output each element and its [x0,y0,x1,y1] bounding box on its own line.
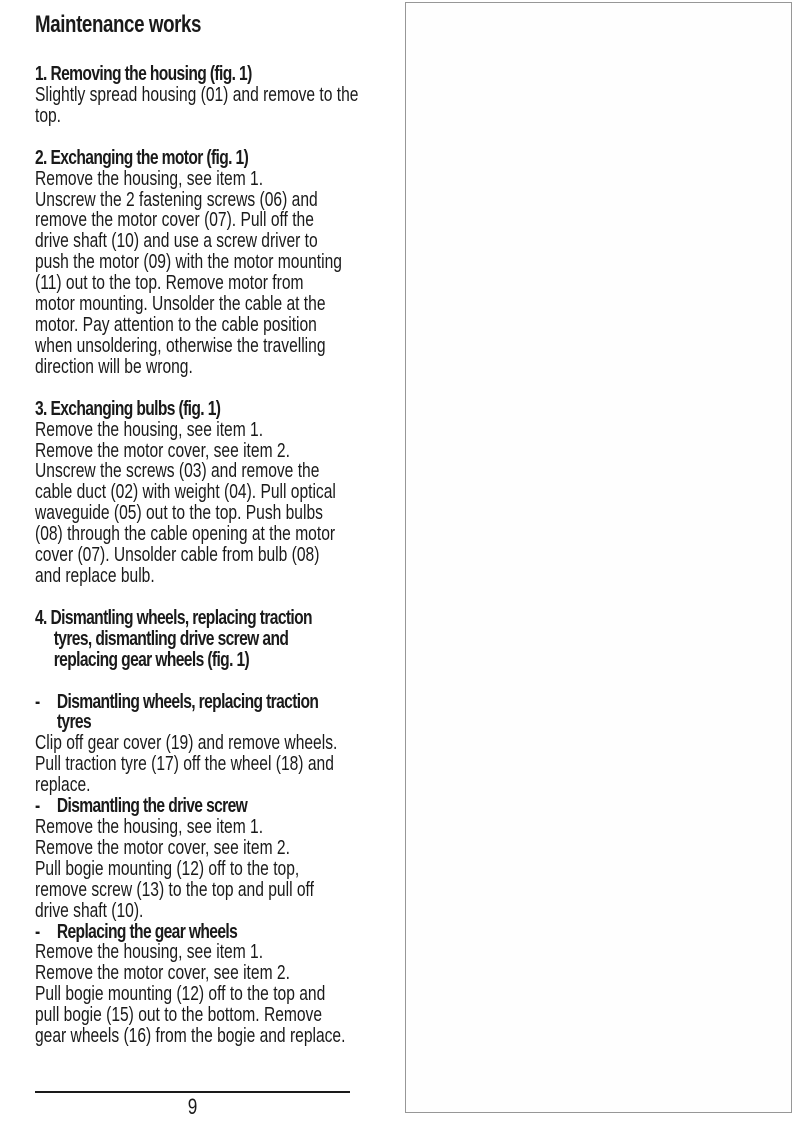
section-heading-line: tyres, dismantling drive screw and [53,627,289,650]
body-line: Remove the motor cover, see item 2. [35,439,290,462]
body-line: motor mounting. Unsolder the cable at the [35,293,326,316]
page-title: Maintenance works [35,11,202,38]
section-dismantling-overview [35,608,363,671]
body-line: cover (07). Unsolder cable from bulb (08) [35,544,320,567]
section-heading-line: 1. Removing the housing (fig. 1) [35,63,252,85]
body-line: (08) through the cable opening at the motor [35,523,336,546]
section-replacing-gear-wheels [35,922,363,1047]
page-number: 9 [187,1094,198,1119]
section-heading-line [35,692,363,713]
sections-container [35,64,363,1047]
body-line: gear wheels (16) from the bogie and replace. [35,1025,346,1048]
section-heading-line: tyres [56,711,92,734]
body-line: drive shaft (10) and use a screw driver to [35,230,318,253]
body-line: remove screw (13) to the top and pull off [35,878,314,901]
section-heading-line: 4. Dismantling wheels, replacing traction [35,606,312,629]
body-line: and replace bulb. [35,564,155,587]
footer-rule [35,1091,350,1093]
section-exchanging-bulbs [35,399,363,587]
section-heading-line: 2. Exchanging the motor (fig. 1) [35,146,249,169]
section-heading-text: Replacing the gear wheels [56,920,238,943]
body-line: Remove the motor cover, see item 2. [35,962,290,985]
section-heading-text: Dismantling the drive screw [56,795,248,818]
bullet-marker: - [35,690,40,713]
body-line: Pull traction tyre (17) off the wheel (18) and [35,753,334,776]
body-line: (11) out to the top. Remove motor from [35,272,304,295]
section-dismantling-wheels-tyres [35,692,363,797]
section-heading-line [35,796,363,817]
body-line: Remove the housing, see item 1. [35,941,264,964]
body-line: Remove the housing, see item 1. [35,418,264,441]
body-line: pull bogie (15) out to the bottom. Remove [35,1004,323,1027]
text-column [35,12,363,1047]
body-line: Remove the motor cover, see item 2. [35,836,290,859]
section-heading-line: 3. Exchanging bulbs (fig. 1) [35,397,221,420]
body-line: when unsoldering, otherwise the travelling [35,334,326,357]
body-line: direction will be wrong. [35,355,193,378]
section-heading-text: Dismantling wheels, replacing traction [56,690,319,713]
section-removing-housing [35,64,363,127]
body-line: remove the motor cover (07). Pull off the [35,209,314,232]
body-line: waveguide (05) out to the top. Push bulbs [35,502,323,525]
body-line: Pull bogie mounting (12) off to the top and [35,983,326,1006]
body-line: motor. Pay attention to the cable position [35,313,317,336]
body-line: Unscrew the screws (03) and remove the [35,460,320,483]
section-heading-line [35,922,363,943]
body-line: replace. [35,774,91,797]
body-line: Remove the housing, see item 1. [35,816,264,838]
body-line: Remove the housing, see item 1. [35,167,264,190]
section-exchanging-motor [35,148,363,378]
bullet-marker: - [35,795,40,818]
section-heading-line: replacing gear wheels (fig. 1) [53,648,250,671]
body-line: Clip off gear cover (19) and remove wheels. [35,732,338,755]
body-line: top. [35,104,62,127]
body-line: Slightly spread housing (01) and remove to the [35,83,359,106]
body-line: Unscrew the 2 fastening screws (06) and [35,188,318,211]
body-line: push the motor (09) with the motor mounting [35,251,342,274]
body-line: drive shaft (10). [35,899,144,922]
body-line: cable duct (02) with weight (04). Pull optical [35,481,336,504]
section-dismantling-drive-screw [35,796,363,921]
figure-box [405,2,792,1113]
bullet-marker: - [35,920,40,943]
body-line: Pull bogie mounting (12) off to the top, [35,857,300,880]
